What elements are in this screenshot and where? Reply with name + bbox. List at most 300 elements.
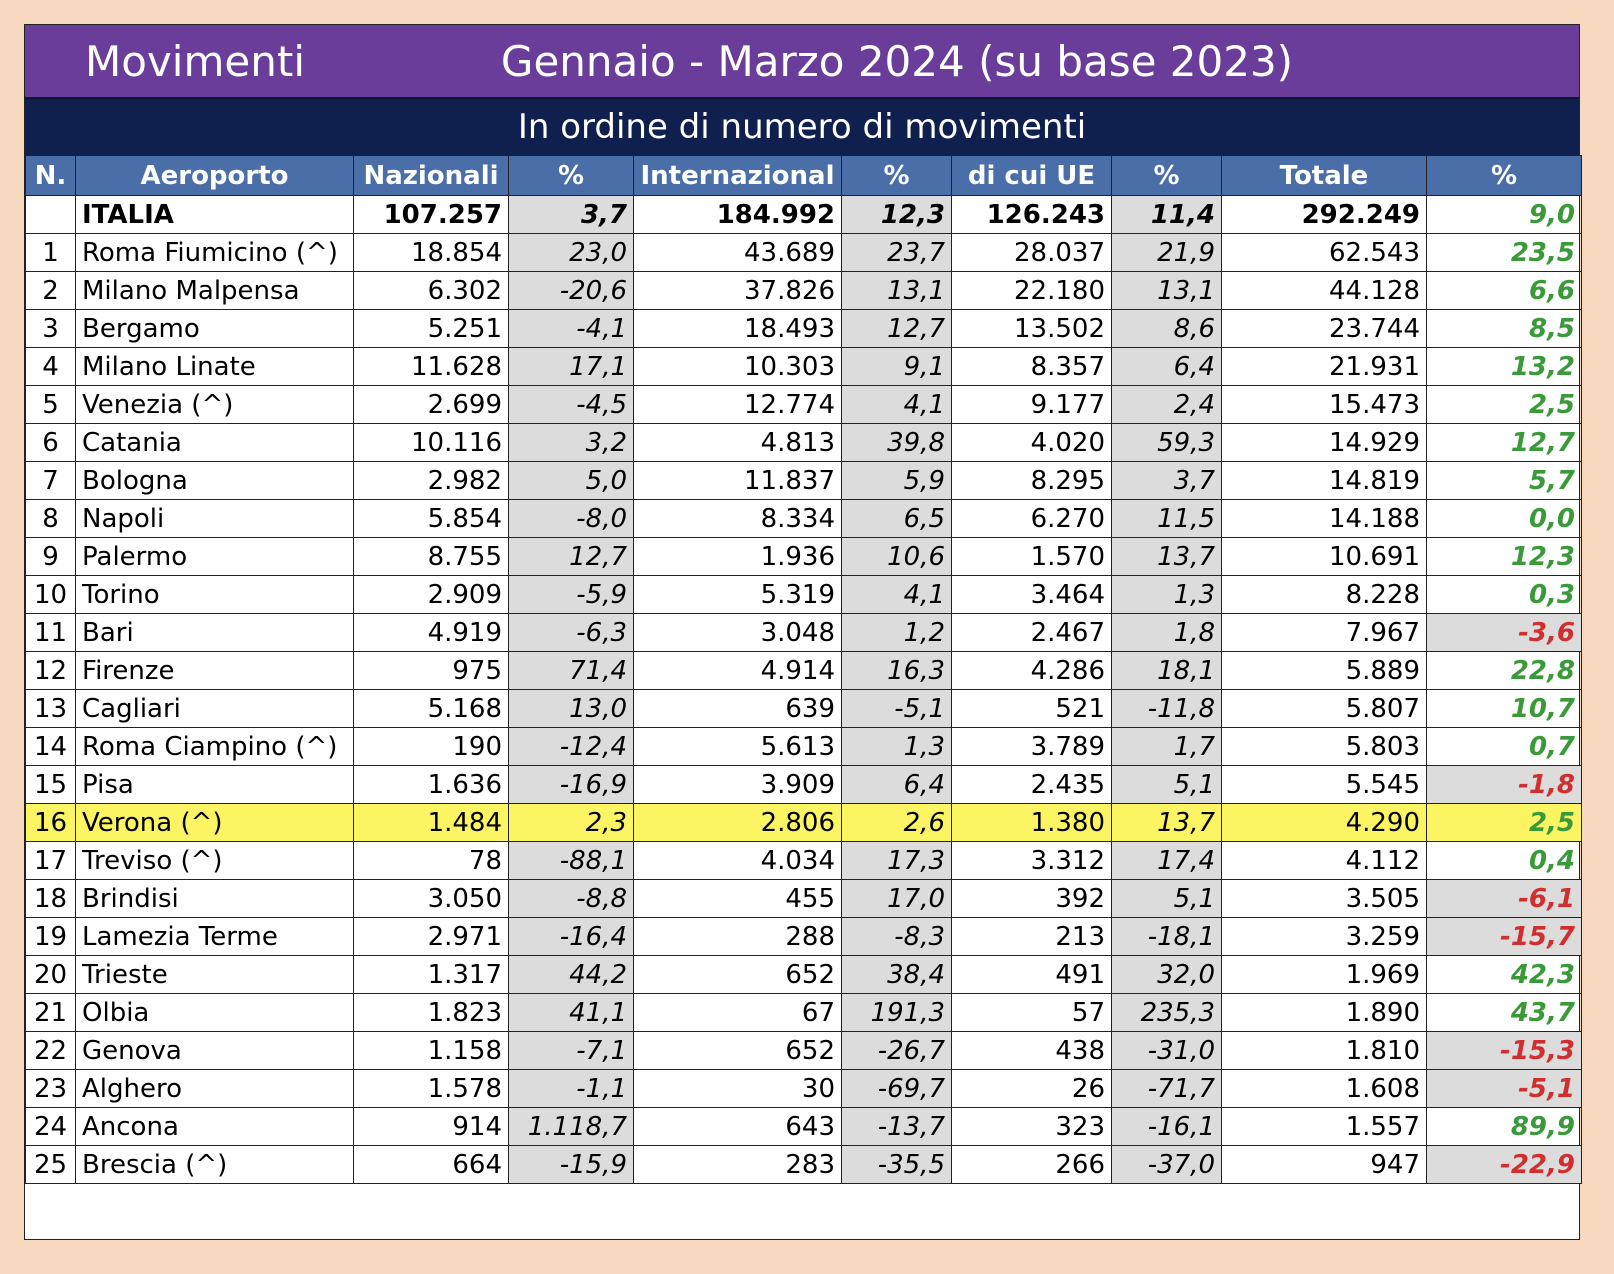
- eu-pct-cell: 1,8: [1112, 614, 1222, 652]
- header-row: [26, 156, 1582, 196]
- eu-pct-cell: 17,4: [1112, 842, 1222, 880]
- eu-pct-cell: 6,4: [1112, 348, 1222, 386]
- header-total-pct: %: [1427, 156, 1582, 196]
- national-pct-cell: -7,1: [509, 1032, 634, 1070]
- table-row: [26, 234, 1582, 272]
- international-cell: 4.034: [634, 842, 842, 880]
- airport-cell: Treviso (^): [76, 842, 354, 880]
- table-row: [26, 310, 1582, 348]
- international-pct-cell: 17,3: [842, 842, 952, 880]
- national-cell: 78: [354, 842, 509, 880]
- rank-cell: 2: [26, 272, 76, 310]
- national-pct-cell: 5,0: [509, 462, 634, 500]
- rank-cell: 23: [26, 1070, 76, 1108]
- eu-pct-cell: 13,7: [1112, 538, 1222, 576]
- table-row: [26, 918, 1582, 956]
- rank-cell: 7: [26, 462, 76, 500]
- international-cell: 288: [634, 918, 842, 956]
- eu-cell: 491: [952, 956, 1112, 994]
- eu-cell: 4.020: [952, 424, 1112, 462]
- national-pct-cell: -16,4: [509, 918, 634, 956]
- eu-pct-cell: -37,0: [1112, 1146, 1222, 1184]
- total-pct-cell: 10,7: [1427, 690, 1582, 728]
- international-cell: 5.613: [634, 728, 842, 766]
- international-pct-cell: -13,7: [842, 1108, 952, 1146]
- table-row: [26, 880, 1582, 918]
- national-pct-cell: -88,1: [509, 842, 634, 880]
- international-pct-cell: 12,7: [842, 310, 952, 348]
- international-cell: 18.493: [634, 310, 842, 348]
- national-cell: 3.050: [354, 880, 509, 918]
- national-cell: 914: [354, 1108, 509, 1146]
- table-row: [26, 994, 1582, 1032]
- eu-cell: 26: [952, 1070, 1112, 1108]
- table-row: [26, 652, 1582, 690]
- international-pct-cell: 17,0: [842, 880, 952, 918]
- total-cell: 1.557: [1222, 1108, 1427, 1146]
- national-pct-cell: 13,0: [509, 690, 634, 728]
- table-row: [26, 1070, 1582, 1108]
- international-pct-cell: 2,6: [842, 804, 952, 842]
- table-row: [26, 614, 1582, 652]
- airport-cell: Brescia (^): [76, 1146, 354, 1184]
- eu-pct-cell: 2,4: [1112, 386, 1222, 424]
- international-pct-cell: 13,1: [842, 272, 952, 310]
- eu-cell: 126.243: [952, 196, 1112, 234]
- eu-cell: 323: [952, 1108, 1112, 1146]
- national-pct-cell: -16,9: [509, 766, 634, 804]
- international-cell: 455: [634, 880, 842, 918]
- eu-pct-cell: 18,1: [1112, 652, 1222, 690]
- table-row: [26, 766, 1582, 804]
- eu-cell: 2.435: [952, 766, 1112, 804]
- eu-pct-cell: -18,1: [1112, 918, 1222, 956]
- international-cell: 67: [634, 994, 842, 1032]
- rank-cell: 6: [26, 424, 76, 462]
- international-pct-cell: -35,5: [842, 1146, 952, 1184]
- total-pct-cell: 22,8: [1427, 652, 1582, 690]
- international-pct-cell: 6,5: [842, 500, 952, 538]
- national-cell: 664: [354, 1146, 509, 1184]
- total-cell: 4.112: [1222, 842, 1427, 880]
- national-pct-cell: 2,3: [509, 804, 634, 842]
- international-cell: 4.914: [634, 652, 842, 690]
- eu-cell: 3.464: [952, 576, 1112, 614]
- national-pct-cell: -8,8: [509, 880, 634, 918]
- national-cell: 1.578: [354, 1070, 509, 1108]
- total-cell: 44.128: [1222, 272, 1427, 310]
- eu-pct-cell: 5,1: [1112, 766, 1222, 804]
- total-pct-cell: -6,1: [1427, 880, 1582, 918]
- table-row: [26, 728, 1582, 766]
- table-row-total: [26, 196, 1582, 234]
- airport-cell: Venezia (^): [76, 386, 354, 424]
- airport-cell: Napoli: [76, 500, 354, 538]
- table-row: [26, 272, 1582, 310]
- airport-cell: Ancona: [76, 1108, 354, 1146]
- total-cell: 1.890: [1222, 994, 1427, 1032]
- national-pct-cell: -8,0: [509, 500, 634, 538]
- national-cell: 5.251: [354, 310, 509, 348]
- total-pct-cell: 8,5: [1427, 310, 1582, 348]
- national-cell: 107.257: [354, 196, 509, 234]
- total-cell: 1.810: [1222, 1032, 1427, 1070]
- airport-cell: Trieste: [76, 956, 354, 994]
- international-pct-cell: 9,1: [842, 348, 952, 386]
- total-cell: 10.691: [1222, 538, 1427, 576]
- airport-cell: Milano Malpensa: [76, 272, 354, 310]
- national-cell: 1.158: [354, 1032, 509, 1070]
- national-cell: 2.971: [354, 918, 509, 956]
- table-body: [26, 196, 1582, 1184]
- eu-pct-cell: 8,6: [1112, 310, 1222, 348]
- total-pct-cell: -5,1: [1427, 1070, 1582, 1108]
- national-pct-cell: -6,3: [509, 614, 634, 652]
- international-cell: 1.936: [634, 538, 842, 576]
- national-pct-cell: 17,1: [509, 348, 634, 386]
- international-pct-cell: 191,3: [842, 994, 952, 1032]
- eu-cell: 22.180: [952, 272, 1112, 310]
- total-cell: 14.819: [1222, 462, 1427, 500]
- national-cell: 2.699: [354, 386, 509, 424]
- eu-cell: 521: [952, 690, 1112, 728]
- international-cell: 283: [634, 1146, 842, 1184]
- table-row: [26, 348, 1582, 386]
- national-pct-cell: -5,9: [509, 576, 634, 614]
- rank-cell: 19: [26, 918, 76, 956]
- eu-pct-cell: -16,1: [1112, 1108, 1222, 1146]
- rank-cell: 12: [26, 652, 76, 690]
- national-cell: 1.484: [354, 804, 509, 842]
- total-pct-cell: 13,2: [1427, 348, 1582, 386]
- national-pct-cell: 23,0: [509, 234, 634, 272]
- eu-pct-cell: -31,0: [1112, 1032, 1222, 1070]
- airport-cell: Palermo: [76, 538, 354, 576]
- national-cell: 6.302: [354, 272, 509, 310]
- total-cell: 15.473: [1222, 386, 1427, 424]
- total-pct-cell: 2,5: [1427, 386, 1582, 424]
- eu-cell: 1.380: [952, 804, 1112, 842]
- header-airport: Aeroporto: [76, 156, 354, 196]
- table-row: [26, 690, 1582, 728]
- national-cell: 11.628: [354, 348, 509, 386]
- international-pct-cell: 12,3: [842, 196, 952, 234]
- total-pct-cell: -15,7: [1427, 918, 1582, 956]
- header-total: Totale: [1222, 156, 1427, 196]
- total-cell: 5.807: [1222, 690, 1427, 728]
- national-cell: 975: [354, 652, 509, 690]
- rank-cell: 9: [26, 538, 76, 576]
- eu-pct-cell: 1,3: [1112, 576, 1222, 614]
- rank-cell: 13: [26, 690, 76, 728]
- table-title: Movimenti: [85, 36, 305, 86]
- airport-cell: Roma Fiumicino (^): [76, 234, 354, 272]
- national-cell: 1.636: [354, 766, 509, 804]
- international-cell: 43.689: [634, 234, 842, 272]
- international-pct-cell: 39,8: [842, 424, 952, 462]
- table-row: [26, 956, 1582, 994]
- national-cell: 5.854: [354, 500, 509, 538]
- international-pct-cell: 6,4: [842, 766, 952, 804]
- international-pct-cell: 23,7: [842, 234, 952, 272]
- total-pct-cell: 12,7: [1427, 424, 1582, 462]
- total-pct-cell: -1,8: [1427, 766, 1582, 804]
- international-pct-cell: 1,3: [842, 728, 952, 766]
- table-row: [26, 424, 1582, 462]
- international-pct-cell: 5,9: [842, 462, 952, 500]
- eu-cell: 4.286: [952, 652, 1112, 690]
- eu-pct-cell: 5,1: [1112, 880, 1222, 918]
- airport-cell: Bari: [76, 614, 354, 652]
- total-pct-cell: 23,5: [1427, 234, 1582, 272]
- international-cell: 3.048: [634, 614, 842, 652]
- national-cell: 10.116: [354, 424, 509, 462]
- eu-pct-cell: 235,3: [1112, 994, 1222, 1032]
- table-row: [26, 538, 1582, 576]
- national-cell: 2.909: [354, 576, 509, 614]
- rank-cell: 8: [26, 500, 76, 538]
- eu-cell: 28.037: [952, 234, 1112, 272]
- international-cell: 2.806: [634, 804, 842, 842]
- total-cell: 8.228: [1222, 576, 1427, 614]
- total-pct-cell: 42,3: [1427, 956, 1582, 994]
- subtitle-band: [25, 97, 1579, 155]
- national-pct-cell: 1.118,7: [509, 1108, 634, 1146]
- airport-cell: Bologna: [76, 462, 354, 500]
- international-pct-cell: 10,6: [842, 538, 952, 576]
- national-cell: 1.317: [354, 956, 509, 994]
- airport-movements-table: [25, 155, 1582, 1184]
- eu-cell: 213: [952, 918, 1112, 956]
- total-pct-cell: 6,6: [1427, 272, 1582, 310]
- total-pct-cell: 2,5: [1427, 804, 1582, 842]
- rank-cell: 24: [26, 1108, 76, 1146]
- spreadsheet-table: [24, 24, 1580, 1240]
- eu-pct-cell: 3,7: [1112, 462, 1222, 500]
- eu-pct-cell: -71,7: [1112, 1070, 1222, 1108]
- eu-cell: 57: [952, 994, 1112, 1032]
- international-pct-cell: 1,2: [842, 614, 952, 652]
- total-cell: 292.249: [1222, 196, 1427, 234]
- national-cell: 5.168: [354, 690, 509, 728]
- total-pct-cell: 43,7: [1427, 994, 1582, 1032]
- rank-cell: 21: [26, 994, 76, 1032]
- national-cell: 1.823: [354, 994, 509, 1032]
- table-row: [26, 576, 1582, 614]
- rank-cell: 5: [26, 386, 76, 424]
- airport-cell: Firenze: [76, 652, 354, 690]
- international-pct-cell: 4,1: [842, 386, 952, 424]
- total-pct-cell: 89,9: [1427, 1108, 1582, 1146]
- national-pct-cell: 44,2: [509, 956, 634, 994]
- total-pct-cell: 12,3: [1427, 538, 1582, 576]
- international-pct-cell: -5,1: [842, 690, 952, 728]
- header-national-pct: %: [509, 156, 634, 196]
- airport-cell: Brindisi: [76, 880, 354, 918]
- total-cell: 23.744: [1222, 310, 1427, 348]
- national-pct-cell: 71,4: [509, 652, 634, 690]
- eu-pct-cell: 1,7: [1112, 728, 1222, 766]
- international-cell: 652: [634, 956, 842, 994]
- header-national: Nazionali: [354, 156, 509, 196]
- total-cell: 5.803: [1222, 728, 1427, 766]
- eu-cell: 266: [952, 1146, 1112, 1184]
- airport-cell: Bergamo: [76, 310, 354, 348]
- table-subtitle: In ordine di numero di movimenti: [517, 107, 1087, 147]
- airport-cell: Verona (^): [76, 804, 354, 842]
- rank-cell: 3: [26, 310, 76, 348]
- total-cell: 7.967: [1222, 614, 1427, 652]
- international-cell: 12.774: [634, 386, 842, 424]
- airport-cell: Torino: [76, 576, 354, 614]
- eu-pct-cell: 13,7: [1112, 804, 1222, 842]
- total-cell: 4.290: [1222, 804, 1427, 842]
- airport-cell: Genova: [76, 1032, 354, 1070]
- international-cell: 184.992: [634, 196, 842, 234]
- international-cell: 30: [634, 1070, 842, 1108]
- eu-cell: 13.502: [952, 310, 1112, 348]
- rank-cell: 1: [26, 234, 76, 272]
- total-cell: 14.929: [1222, 424, 1427, 462]
- international-cell: 652: [634, 1032, 842, 1070]
- eu-cell: 392: [952, 880, 1112, 918]
- eu-pct-cell: 32,0: [1112, 956, 1222, 994]
- total-pct-cell: 0,3: [1427, 576, 1582, 614]
- airport-cell: ITALIA: [76, 196, 354, 234]
- national-pct-cell: -20,6: [509, 272, 634, 310]
- international-cell: 8.334: [634, 500, 842, 538]
- header-eu-pct: %: [1112, 156, 1222, 196]
- eu-pct-cell: 11,4: [1112, 196, 1222, 234]
- international-cell: 37.826: [634, 272, 842, 310]
- national-cell: 4.919: [354, 614, 509, 652]
- national-pct-cell: -12,4: [509, 728, 634, 766]
- eu-pct-cell: 11,5: [1112, 500, 1222, 538]
- international-cell: 10.303: [634, 348, 842, 386]
- rank-cell: 22: [26, 1032, 76, 1070]
- total-pct-cell: -3,6: [1427, 614, 1582, 652]
- rank-cell: 15: [26, 766, 76, 804]
- eu-pct-cell: -11,8: [1112, 690, 1222, 728]
- table-row: [26, 1032, 1582, 1070]
- total-cell: 947: [1222, 1146, 1427, 1184]
- international-pct-cell: -26,7: [842, 1032, 952, 1070]
- rank-cell: 18: [26, 880, 76, 918]
- rank-cell: 25: [26, 1146, 76, 1184]
- total-cell: 3.259: [1222, 918, 1427, 956]
- rank-cell: 14: [26, 728, 76, 766]
- table-row: [26, 842, 1582, 880]
- eu-cell: 8.295: [952, 462, 1112, 500]
- eu-pct-cell: 59,3: [1112, 424, 1222, 462]
- airport-cell: Milano Linate: [76, 348, 354, 386]
- total-pct-cell: -15,3: [1427, 1032, 1582, 1070]
- eu-cell: 3.789: [952, 728, 1112, 766]
- international-pct-cell: 4,1: [842, 576, 952, 614]
- total-pct-cell: 9,0: [1427, 196, 1582, 234]
- eu-pct-cell: 21,9: [1112, 234, 1222, 272]
- international-pct-cell: -8,3: [842, 918, 952, 956]
- table-row: [26, 462, 1582, 500]
- airport-cell: Alghero: [76, 1070, 354, 1108]
- eu-cell: 2.467: [952, 614, 1112, 652]
- table-row: [26, 804, 1582, 842]
- rank-cell: 17: [26, 842, 76, 880]
- title-band: [25, 25, 1579, 97]
- airport-cell: Olbia: [76, 994, 354, 1032]
- national-pct-cell: 41,1: [509, 994, 634, 1032]
- total-cell: 5.545: [1222, 766, 1427, 804]
- total-cell: 5.889: [1222, 652, 1427, 690]
- header-international: Internazional: [634, 156, 842, 196]
- total-cell: 21.931: [1222, 348, 1427, 386]
- international-cell: 3.909: [634, 766, 842, 804]
- total-pct-cell: 0,4: [1427, 842, 1582, 880]
- total-cell: 1.969: [1222, 956, 1427, 994]
- rank-cell: 20: [26, 956, 76, 994]
- table-row: [26, 1108, 1582, 1146]
- international-cell: 5.319: [634, 576, 842, 614]
- national-pct-cell: 12,7: [509, 538, 634, 576]
- total-pct-cell: -22,9: [1427, 1146, 1582, 1184]
- table-row: [26, 500, 1582, 538]
- international-pct-cell: 38,4: [842, 956, 952, 994]
- national-pct-cell: -4,5: [509, 386, 634, 424]
- total-pct-cell: 0,0: [1427, 500, 1582, 538]
- national-pct-cell: -15,9: [509, 1146, 634, 1184]
- rank-cell: 16: [26, 804, 76, 842]
- total-cell: 3.505: [1222, 880, 1427, 918]
- total-pct-cell: 5,7: [1427, 462, 1582, 500]
- eu-cell: 3.312: [952, 842, 1112, 880]
- national-cell: 190: [354, 728, 509, 766]
- header-eu: di cui UE: [952, 156, 1112, 196]
- total-cell: 14.188: [1222, 500, 1427, 538]
- airport-cell: Catania: [76, 424, 354, 462]
- rank-cell: [26, 196, 76, 234]
- national-cell: 8.755: [354, 538, 509, 576]
- total-cell: 62.543: [1222, 234, 1427, 272]
- header-international-pct: %: [842, 156, 952, 196]
- total-pct-cell: 0,7: [1427, 728, 1582, 766]
- international-cell: 4.813: [634, 424, 842, 462]
- airport-cell: Pisa: [76, 766, 354, 804]
- eu-cell: 6.270: [952, 500, 1112, 538]
- table-row: [26, 386, 1582, 424]
- airport-cell: Roma Ciampino (^): [76, 728, 354, 766]
- header-rank: N.: [26, 156, 76, 196]
- eu-cell: 438: [952, 1032, 1112, 1070]
- national-pct-cell: 3,7: [509, 196, 634, 234]
- eu-cell: 8.357: [952, 348, 1112, 386]
- rank-cell: 10: [26, 576, 76, 614]
- rank-cell: 4: [26, 348, 76, 386]
- eu-pct-cell: 13,1: [1112, 272, 1222, 310]
- rank-cell: 11: [26, 614, 76, 652]
- national-pct-cell: -1,1: [509, 1070, 634, 1108]
- international-pct-cell: -69,7: [842, 1070, 952, 1108]
- national-pct-cell: -4,1: [509, 310, 634, 348]
- eu-cell: 1.570: [952, 538, 1112, 576]
- national-pct-cell: 3,2: [509, 424, 634, 462]
- international-cell: 643: [634, 1108, 842, 1146]
- period-title: Gennaio - Marzo 2024 (su base 2023): [500, 36, 1294, 86]
- international-cell: 639: [634, 690, 842, 728]
- total-cell: 1.608: [1222, 1070, 1427, 1108]
- airport-cell: Cagliari: [76, 690, 354, 728]
- international-pct-cell: 16,3: [842, 652, 952, 690]
- international-cell: 11.837: [634, 462, 842, 500]
